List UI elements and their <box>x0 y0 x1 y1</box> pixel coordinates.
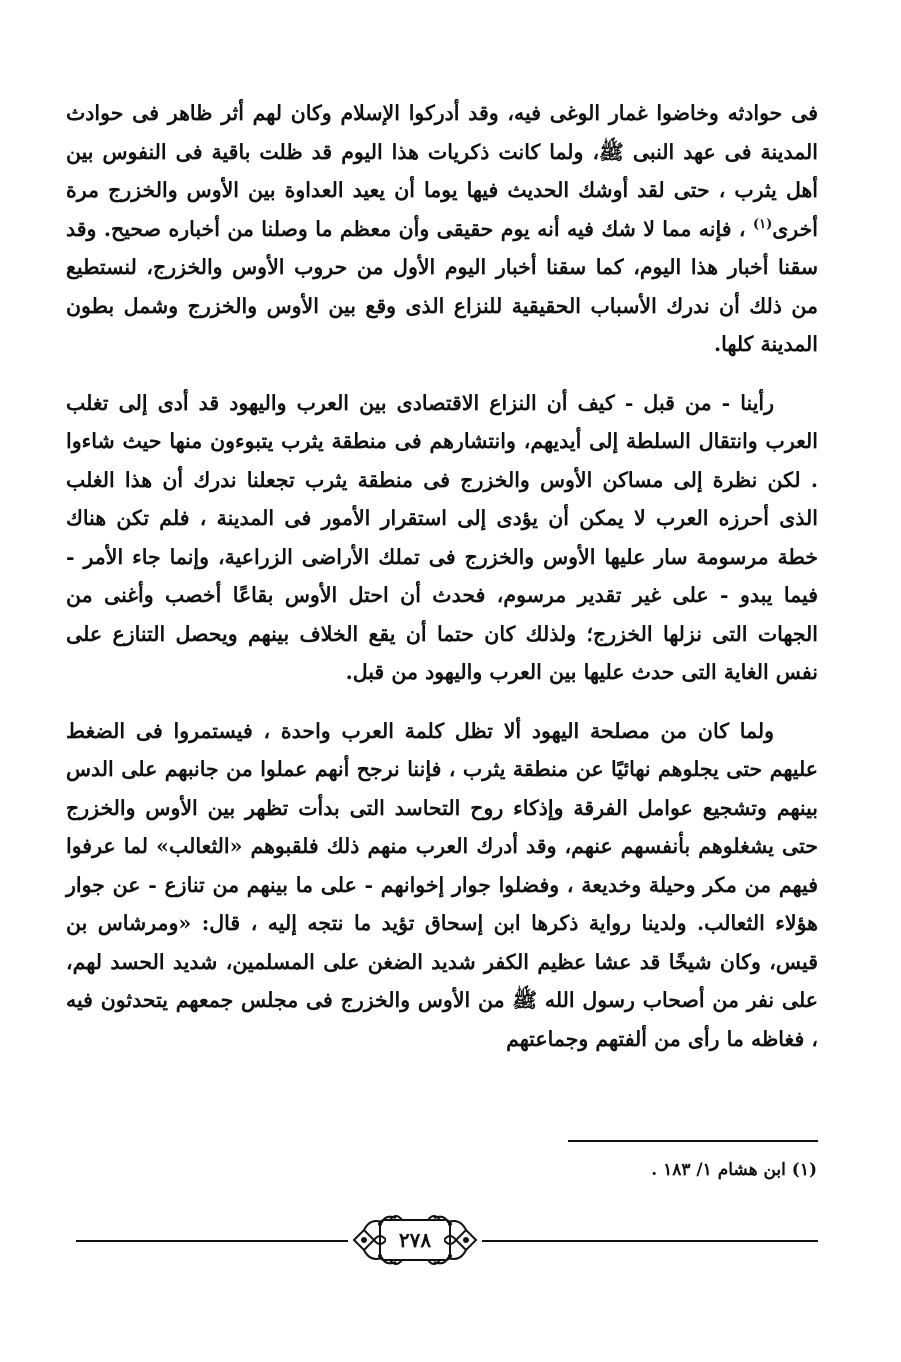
paragraph-3: ولما كان من مصلحة اليهود ألا تظل كلمة العرب واحدة ، فيستمروا فى الضغط عليهم حتى يجلوهم نهائيًا عن منطقة يثرب ، فإننا نرجح أنهم عملوا من جانبهم على الدس بينهم وتشجيع عوامل الفرقة وإذكاء روح التحاسد التى بدأت تظهر بين الأوس والخزرج حتى يشغلوهم بأنفسهم عنهم، وقد أدرك العرب منهم ذلك فلقبوهم «الثعالب» لما عرفوا فيهم من مكر وحيلة وخديعة ، وفضلوا جوار إخوانهم - على ما بينهم من تنازع - عن جوار هؤلاء الثعالب. ولدينا رواية ذكرها ابن إسحاق تؤيد ما نتجه إليه ، قال: «ومرشاس بن قيس، وكان شيخًا قد عشا عظيم الكفر شديد الضغن على المسلمين، شديد الحسد لهم، على نفر من أصحاب رسول الله ﷺ من الأوس والخزرج فى مجلس جمعهم يتحدثون فيه ، فغاظه ما رأى من ألفتهم وجماعتهم <box>66 718 818 1051</box>
paragraph-gap <box>66 364 818 384</box>
footnote-separator <box>568 1140 818 1142</box>
page-number: ٢٧٨ <box>386 1225 444 1255</box>
footer-rule-right <box>482 1240 818 1242</box>
footer-rule-left <box>76 1240 348 1242</box>
paragraph-1-text-b: ، فإنه مما لا شك فيه أنه يوم حقيقى وأن معظم ما وصلنا من أخباره صحيح. وقد سقنا أخبار هذا اليوم، كما سقنا أخبار اليوم الأول من حروب الأوس والخزرج، لنستطيع من ذلك أن ندرك الأسباب الحقيقية للنزاع الذى وقع بين الأوس والخزرج وشمل بطون المدينة كلها. <box>66 216 818 356</box>
footnote-reference-mark: (١) <box>752 216 773 232</box>
paragraph-1-text-a: فى حوادثه وخاضوا غمار الوغى فيه، وقد أدركوا الإسلام وكان لهم أثر ظاهر فى حوادث المدينة فى عهد النبى ﷺ، ولما كانت ذكريات هذا اليوم قد ظلت باقية فى النفوس بين أهل يثرب ، حتى لقد أوشك الحديث فيها يوما أن يعيد العداوة بين الأوس والخزرج مرة أخرى <box>66 101 818 241</box>
paragraph-1 <box>66 94 818 364</box>
paragraph-2: رأينا - من قبل - كيف أن النزاع الاقتصادى بين العرب واليهود قد أدى إلى تغلب العرب وانتقال السلطة إلى أيديهم، وانتشارهم فى منطقة يثرب يتبوءون منها حيث شاءوا . لكن نظرة إلى مساكن الأوس والخزرج فى منطقة يثرب تجعلنا ندرك أن هذا الغلب الذى أحرزه العرب لا يمكن أن يؤدى إلى استقرار الأمور فى المدينة ، فلم تكن هناك خطة مرسومة سار عليها الأوس والخزرج فى تملك الأراضى الزراعية، وإنما جاء الأمر - فيما يبدو - على غير تقدير مرسوم، فحدث أن احتل الأوس بقاعًا أخصب وأغنى من الجهات التى نزلها الخزرج؛ ولذلك كان حتما أن يقع الخلاف بينهم ويحصل التنازع على نفس الغاية التى حدث عليها بين العرب واليهود من قبل. <box>66 390 818 684</box>
body-text <box>66 94 818 1058</box>
paragraph-gap <box>66 692 818 712</box>
footnote: (١) ابن هشام ١/ ١٨٣ . <box>651 1160 817 1180</box>
